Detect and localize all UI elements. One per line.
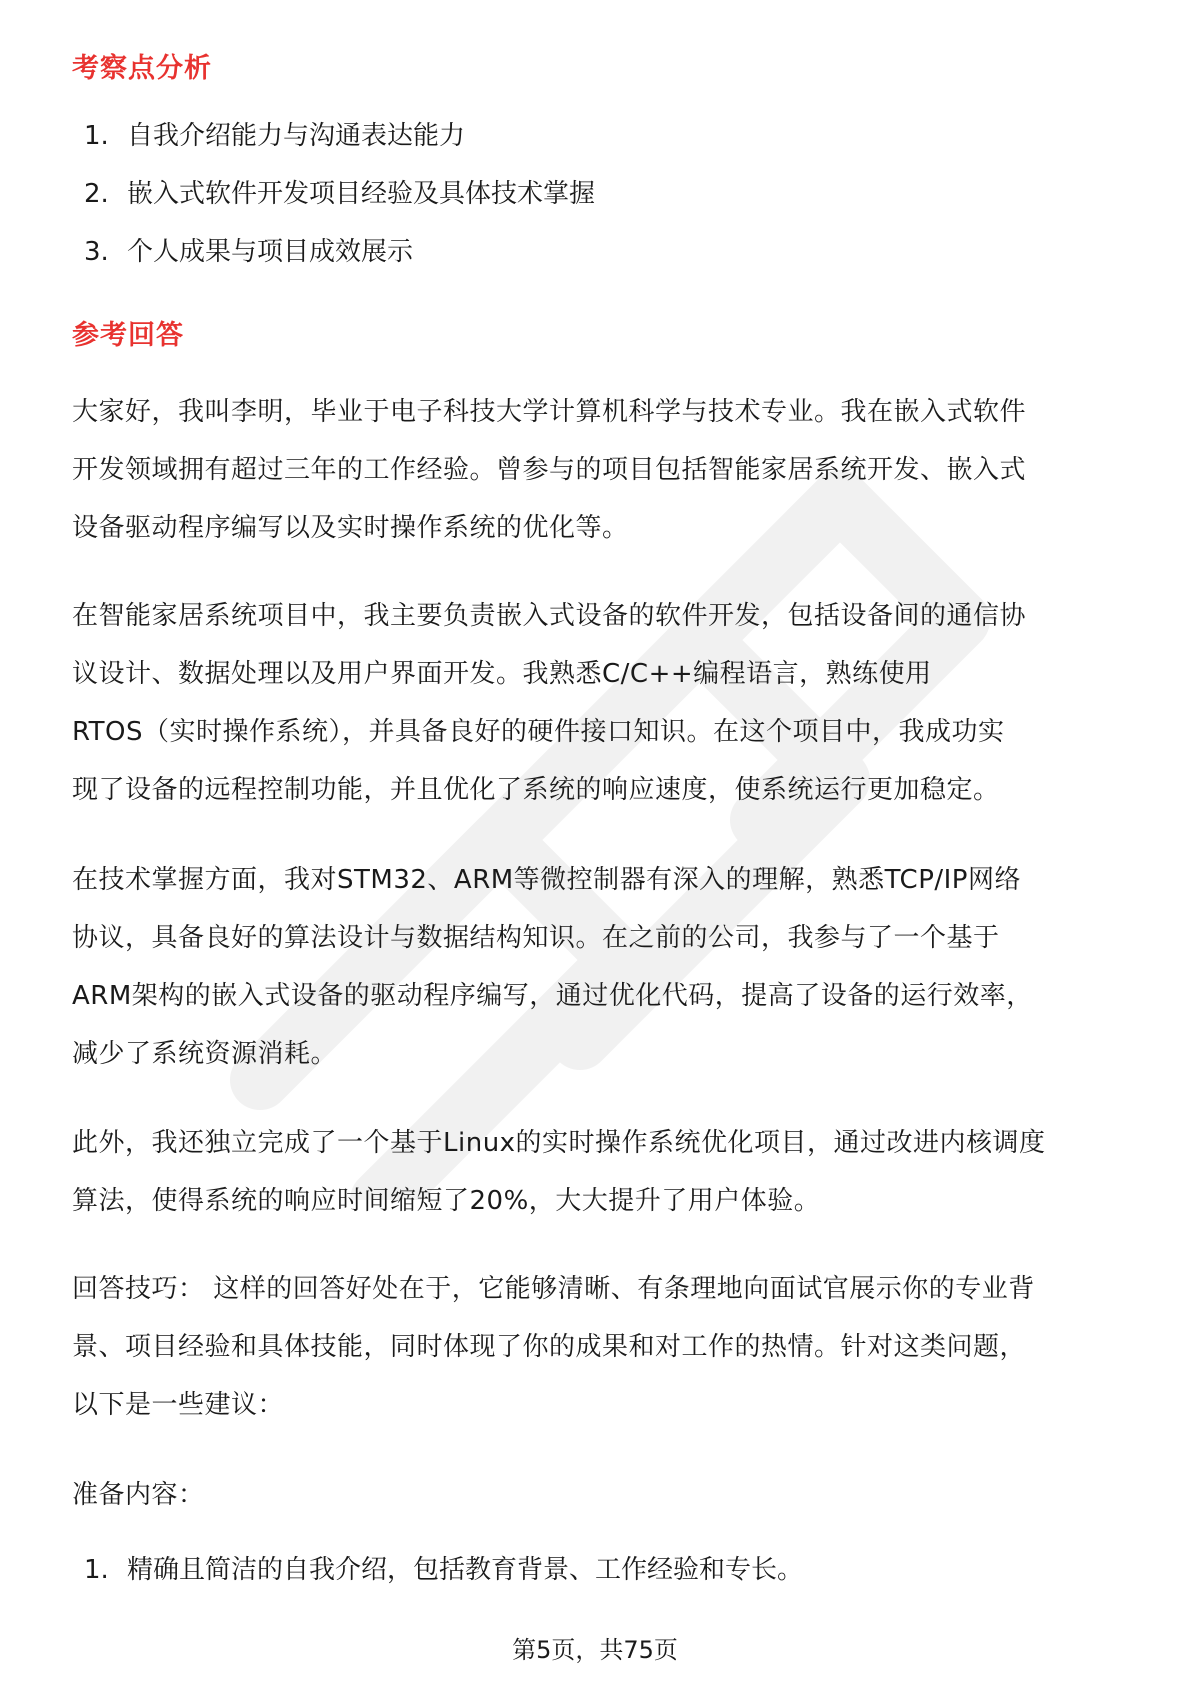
list-item: [72, 1541, 803, 1599]
text-line: 此外，我还独立完成了一个基于Linux的实时操作系统优化项目，通过改进内核调度: [72, 1128, 1046, 1158]
text-line: 设备驱动程序编写以及实时操作系统的优化等。: [72, 513, 629, 543]
paragraph-intro: [72, 383, 1132, 557]
text-line: 算法，使得系统的响应时间缩短了20%，大大提升了用户体验。: [72, 1186, 821, 1216]
paragraph-tech-skills: [72, 851, 1132, 1083]
text-line: 准备内容：: [72, 1480, 205, 1510]
list-text: 精确且简洁的自我介绍，包括教育背景、工作经验和专长。: [127, 1555, 804, 1585]
text-line: 回答技巧： 这样的回答好处在于，它能够清晰、有条理地向面试官展示你的专业背: [72, 1274, 1035, 1304]
list-number: 1.: [84, 121, 109, 151]
list-text: 自我介绍能力与沟通表达能力: [127, 121, 466, 151]
list-item: [72, 107, 595, 165]
prep-list: [72, 1541, 803, 1599]
list-text: 嵌入式软件开发项目经验及具体技术掌握: [127, 179, 596, 209]
text-line: RTOS（实时操作系统），并具备良好的硬件接口知识。在这个项目中，我成功实: [72, 717, 1005, 747]
list-text: 个人成果与项目成效展示: [127, 237, 414, 267]
text-line: 以下是一些建议：: [72, 1390, 285, 1420]
section-title-reference-answer: 参考回答: [72, 320, 184, 351]
text-line: 减少了系统资源消耗。: [72, 1039, 338, 1069]
analysis-list: [72, 107, 595, 281]
list-number: 3.: [84, 237, 109, 267]
text-line: 现了设备的远程控制功能，并且优化了系统的响应速度，使系统运行更加稳定。: [72, 775, 1000, 805]
text-line: 协议，具备良好的算法设计与数据结构知识。在之前的公司，我参与了一个基于: [72, 923, 1000, 953]
paragraph-linux-project: [72, 1114, 1132, 1230]
paragraph-answer-tips: [72, 1260, 1132, 1434]
text-line: 大家好，我叫李明，毕业于电子科技大学计算机科学与技术专业。我在嵌入式软件: [72, 397, 1027, 427]
page-footer: 第5页，共75页: [512, 1636, 678, 1664]
text-line: ARM架构的嵌入式设备的驱动程序编写，通过优化代码，提高了设备的运行效率，: [72, 981, 1033, 1011]
text-line: 在技术掌握方面，我对STM32、ARM等微控制器有深入的理解，熟悉TCP/IP网络: [72, 865, 1021, 895]
text-line: 在智能家居系统项目中，我主要负责嵌入式设备的软件开发，包括设备间的通信协: [72, 601, 1027, 631]
list-item: [72, 223, 595, 281]
list-number: 2.: [84, 179, 109, 209]
text-line: 开发领域拥有超过三年的工作经验。曾参与的项目包括智能家居系统开发、嵌入式: [72, 455, 1027, 485]
list-item: [72, 165, 595, 223]
paragraph-smart-home: [72, 587, 1132, 819]
text-line: 景、项目经验和具体技能，同时体现了你的成果和对工作的热情。针对这类问题，: [72, 1332, 1027, 1362]
section-title-analysis: 考察点分析: [72, 53, 212, 84]
list-number: 1.: [84, 1555, 109, 1585]
paragraph-prep-content: [72, 1466, 1132, 1524]
text-line: 议设计、数据处理以及用户界面开发。我熟悉C/C++编程语言，熟练使用: [72, 659, 932, 689]
